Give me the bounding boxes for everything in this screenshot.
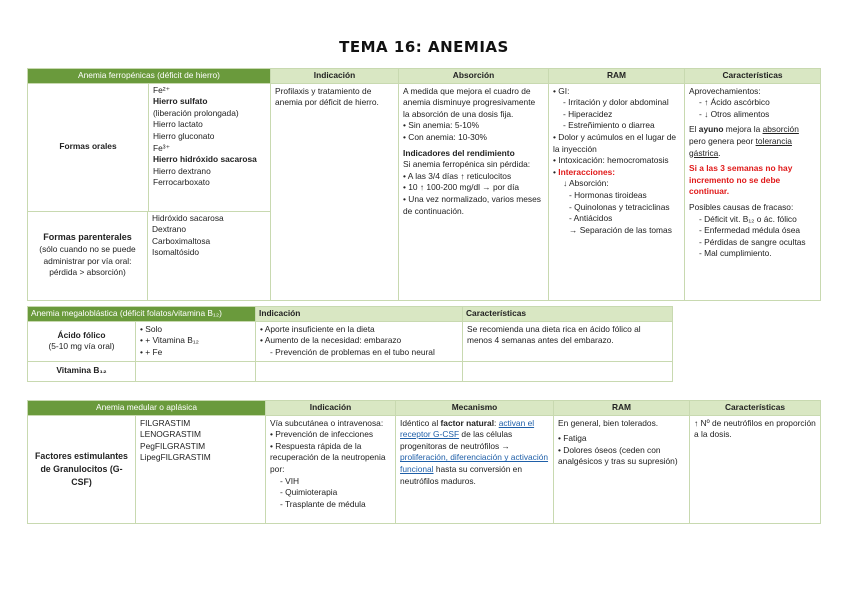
list-item: - Déficit vit. B₁₂ o ác. fólico [699,213,797,224]
list-item: • Intoxicación: hemocromatosis [553,155,669,166]
bullet-text: VIH [285,475,300,486]
list-item: - ↑ Ácido ascórbico [699,97,770,108]
list-item: Fe³⁺ [153,142,170,153]
bullet-text: Intoxicación: hemocromatosis [558,155,669,166]
iron-deficiency-table [27,68,821,301]
text-part: pero genera peor [689,135,756,146]
indication-cell [271,83,399,300]
absorption-cell [399,83,549,300]
text-part: hasta su conversión en neutrófilos maduros. [400,463,522,486]
parenteral-forms-list [148,212,228,300]
parenteral-forms-label: Formas parenterales [43,232,132,243]
list-item: • Solo [140,323,163,334]
bullet-text: Dolores óseos (ceden con analgésicos y tras su supresión) [558,444,678,467]
parenteral-forms-note: (sólo cuando no se puede administrar por vía oral: pérdida > absorción) [39,244,136,278]
list-item: • 10 ↑ 100-200 mg/dl → por día [403,182,520,193]
bullet-text: Enfermedad médula ósea [704,225,801,236]
list-item: Hierro dextrano [153,165,211,176]
list-item: - Enfermedad médula ósea [699,225,801,236]
bullet-text: Quinolonas y tetraciclinas [574,201,670,212]
list-item: Isomaltósido [152,247,200,258]
bullet-text: Sin anemia: 5-10% [408,120,480,131]
bullet-text: Trasplante de médula [284,498,366,509]
bullet-text: Prevención de infecciones [275,429,374,440]
list-item: • Aumento de la necesidad: embarazo [260,335,402,346]
list-item: - Prevención de problemas en el tubo neural [270,346,435,357]
list-item: LENOGRASTIM [140,429,201,440]
absorption-intro: A medida que mejora el cuadro de anemia disminuye progresivamente la absorción de una dosis fija. [403,85,536,119]
bullet-text: Dolor y acúmulos en el lugar de la inyección [553,131,677,154]
performance-heading: Indicadores del rendimiento [403,147,515,158]
list-item: - Mal cumplimiento. [699,248,772,259]
table-header: RAM [549,69,685,84]
text-part: ayuno [698,124,724,135]
list-item: - Irritación y dolor abdominal [563,97,669,108]
list-item: PegFILGRASTIM [140,440,206,451]
ram-cell [549,83,685,300]
list-item: LipegFILGRASTIM [140,452,211,463]
bullet-text: Una vez normalizado, varios meses de continuación. [403,193,541,216]
folic-acid-dose: (5-10 mg vía oral) [48,341,115,352]
bullet-text: + Vitamina B₁₂ [145,335,199,346]
table-header: Indicación [266,401,396,416]
oral-forms-list [149,84,261,211]
table-header: Indicación [256,307,463,322]
failure-heading: Posibles causas de fracaso: [689,201,794,212]
list-item: Hierro sulfato [153,96,208,107]
bullet-text: + Fe [145,346,163,357]
list-item: • Dolor y acúmulos en el lugar de la inyección [553,131,677,154]
megaloblastic-table [27,306,673,382]
list-item: Carboximaltosa [152,235,211,246]
folic-acid-label-cell [28,321,136,361]
bullet-text: Con anemia: 10-30% [408,131,487,142]
ram-intro: En general, bien tolerados. [558,417,659,428]
warning-note: Si a las 3 semanas no hay incremento no se debe continuar. [689,163,793,197]
bullet-text: Hormonas tiroideas [574,189,647,200]
bullet-text: Antiácidos [573,213,613,224]
parenteral-forms-label-box [28,212,148,300]
gcsf-ram [554,415,690,523]
oral-forms-label: Formas orales [28,84,149,211]
indication-intro: Vía subcutánea o intravenosa: [270,417,384,428]
list-item: • Respuesta rápida de la recuperación de la neutropenia por: [270,440,386,474]
list-item: Dextrano [152,224,186,235]
list-item: • Una vez normalizado, varios meses de continuación. [403,193,541,216]
empty-cell [136,361,256,381]
list-item: • GI: [553,85,570,96]
list-item: • Prevención de infecciones [270,429,374,440]
empty-cell [256,361,463,381]
bullet-text: A las 3/4 días ↑ reticulocitos [407,170,512,181]
list-item: ↓ Absorción: [563,178,609,189]
aplastic-anemia-table [27,400,821,524]
list-item: Fe²⁺ [153,84,170,95]
gcsf-drugs [136,415,266,523]
list-item: • Interacciones: [553,166,616,177]
table-header: Características [690,401,821,416]
text-part: proliferación, diferenciación y activación funcional [400,452,549,474]
list-item: Aprovechamientos: [689,85,761,96]
bullet-text: Hiperacidez [568,108,613,119]
bullet-text: 10 ↑ 100-200 mg/dl → por día [408,182,520,193]
bullet-text: Irritación y dolor abdominal [568,97,669,108]
table-header: Indicación [271,69,399,84]
list-item: • Con anemia: 10-30% [403,131,487,142]
text-part: El [689,124,699,135]
text-part: Idéntico al [400,417,441,428]
empty-cell [463,361,673,381]
list-item: (liberación prolongada) [153,107,239,118]
list-item: - Quinolonas y tetraciclinas [569,201,670,212]
mechanism-text [400,418,549,488]
table-header: RAM [554,401,690,416]
bullet-text: Déficit vit. B₁₂ o ác. fólico [704,213,797,224]
bullet-text: Aumento de la necesidad: embarazo [264,335,402,346]
text-part: : [494,417,499,428]
list-item: - Hormonas tiroideas [569,189,647,200]
bullet-text: Prevención de problemas en el tubo neural [275,346,435,357]
bullet-text: Fatiga [563,433,587,444]
bullet-text: ↓ Otros alimentos [704,108,770,119]
performance-intro: Si anemia ferropénica sin pérdida: [403,159,531,170]
list-item: - Hiperacidez [563,108,613,119]
list-item: FILGRASTIM [140,417,191,428]
list-item: - Quimioterapia [280,487,338,498]
text-part: absorción [762,124,799,135]
list-item: • + Vitamina B₁₂ [140,335,199,346]
table-header: Anemia ferropénicas (déficit de hierro) [28,69,271,84]
list-item: Hierro hidróxido sacarosa [153,154,257,165]
list-item: - Trasplante de médula [280,498,366,509]
list-item: - VIH [280,475,300,486]
table-header: Mecanismo [396,401,554,416]
text-part: de las células progenitoras de neutrófilos → [400,429,513,451]
characteristics-text: ↑ Nº de neutrófilos en proporción a la dosis. [694,417,816,440]
list-item: • A las 3/4 días ↑ reticulocitos [403,170,512,181]
list-item: - Pérdidas de sangre ocultas [699,236,806,247]
vitamin-b12-label: Vitamina B₁₂ [28,361,136,381]
list-item: • + Fe [140,346,163,357]
bullet-text: Mal cumplimiento. [704,248,772,259]
gcsf-label: Factores estimulantes de Granulocitos (G-CSF) [28,415,136,523]
bullet-text: ↑ Ácido ascórbico [704,97,770,108]
list-item: Ferrocarboxato [153,177,210,188]
page-title: TEMA 16: ANEMIAS [339,38,509,56]
interactions-heading: Interacciones: [558,166,616,177]
table-header: Características [463,307,673,322]
text-part: tolerancia gástrica [689,135,792,158]
text-part: . [718,147,721,158]
characteristics-cell [685,83,821,300]
list-item: - Estreñimiento o diarrea [563,120,655,131]
text-part: factor natural [440,417,495,428]
list-item: • Aporte insuficiente en la dieta [260,323,375,334]
gcsf-characteristics [690,415,821,523]
characteristics-text: Se recomienda una dieta rica en ácido fólico al menos 4 semanas antes del embarazo. [467,323,641,346]
indication-text: Profilaxis y tratamiento de anemia por déficit de hierro. [275,85,379,108]
text-part: mejora la [723,124,763,135]
bullet-text: Quimioterapia [285,487,338,498]
list-item: - ↓ Otros alimentos [699,108,770,119]
table-header: Características [685,69,821,84]
bullet-text: Solo [145,323,163,334]
bullet-text: Respuesta rápida de la recuperación de la neutropenia por: [270,440,386,474]
fasting-note [689,124,816,159]
text-part: activan el receptor G-CSF [400,417,535,440]
folic-acid-indication [256,321,463,361]
folic-acid-forms [136,321,256,361]
table-header: Anemia medular o aplásica [28,401,266,416]
bullet-text: Pérdidas de sangre ocultas [704,236,806,247]
list-item: • Dolores óseos (ceden con analgésicos y tras su supresión) [558,444,678,467]
table-header: Anemia megaloblástica (déficit folatos/vitamina B₁₂) [28,307,256,322]
list-item: • Fatiga [558,433,587,444]
bullet-text: Estreñimiento o diarrea [568,120,655,131]
bullet-text: Aporte insuficiente en la dieta [264,323,375,334]
folic-acid-characteristics [463,321,673,361]
list-item: - Antiácidos [569,213,613,224]
bullet-text: GI: [558,85,570,96]
table-header: Absorción [399,69,549,84]
list-item: • Sin anemia: 5-10% [403,120,480,131]
gcsf-mechanism [396,415,554,523]
folic-acid-label: Ácido fólico [57,329,106,340]
forms-cell [28,83,271,300]
list-item: Hierro lactato [153,119,203,130]
gcsf-indication [266,415,396,523]
list-item: → Separación de las tomas [569,224,672,235]
list-item: Hierro gluconato [153,130,215,141]
list-item: Hidróxido sacarosa [152,212,224,223]
